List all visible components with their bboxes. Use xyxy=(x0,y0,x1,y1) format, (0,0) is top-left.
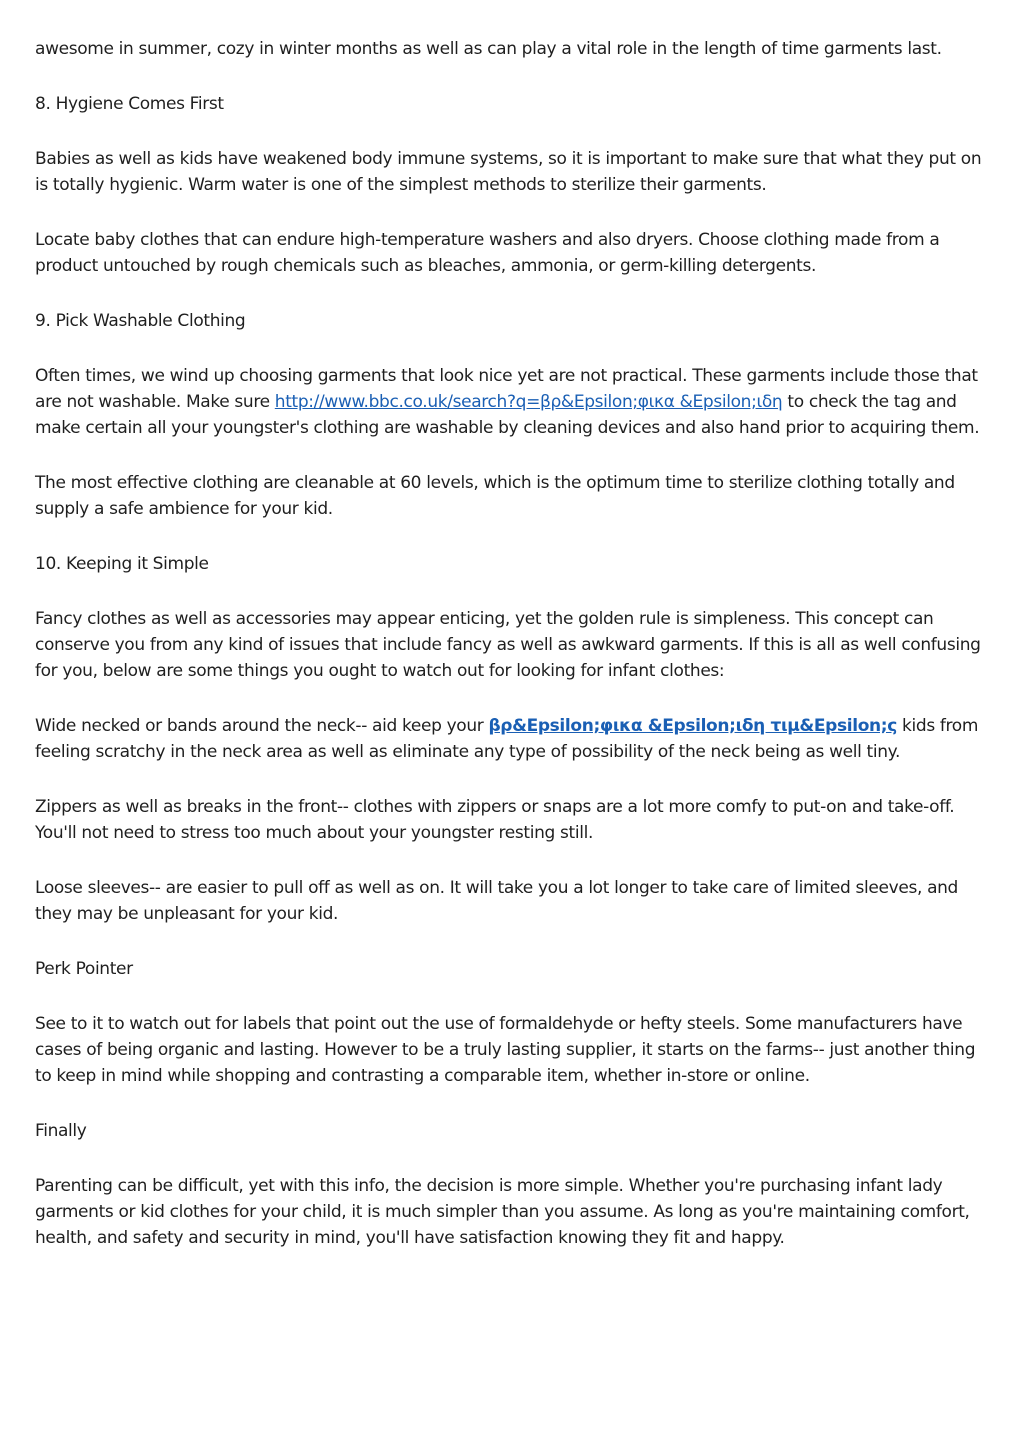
paragraph-wide-neck-text-end: kids from feeling scratchy in the neck area as well as eliminate any type of possibility of the neck being as well tiny. xyxy=(35,716,979,762)
paragraph-wide-neck xyxy=(35,713,995,765)
paragraph-immune: Babies as well as kids have weakened body immune systems, so it is important to make sure that what they put on is totally hygienic. Warm water is one of the simplest methods to sterilize their garments. xyxy=(35,149,982,195)
paragraph-practical-text-end: to check the tag and make certain all your youngster's clothing are washable by cleaning devices and also hand prior to acquiring them. xyxy=(35,392,980,438)
paragraph-practical xyxy=(35,363,995,441)
paragraph-high-temperature: Locate baby clothes that can endure high-temperature washers and also dryers. Choose clothing made from a product untouched by rough chemicals such as bleaches, ammonia, or germ-killing detergents. xyxy=(35,230,940,276)
paragraph-intro: awesome in summer, cozy in winter months as well as can play a vital role in the length of time garments last. xyxy=(35,39,942,59)
paragraph-zippers: Zippers as well as breaks in the front-- clothes with zippers or snaps are a lot more comfy to put-on and take-off. You'll not need to stress too much about your youngster resting still. xyxy=(35,797,955,843)
paragraph-parenting: Parenting can be difficult, yet with this info, the decision is more simple. Whether you're purchasing infant lady garments or kid clothes for your child, it is much simpler than you assume. As long as you're maintaining comfort, health, and safety and security in mind, you'll have satisfaction knowing they fit and happy. xyxy=(35,1176,970,1248)
paragraph-practical-text-start: Often times, we wind up choosing garments that look nice yet are not practical. These garments include those that are not washable. Make sure xyxy=(35,366,978,412)
document-page xyxy=(35,36,995,1280)
paragraph-loose-sleeves: Loose sleeves-- are easier to pull off as well as on. It will take you a lot longer to take care of limited sleeves, and they may be unpleasant for your kid. xyxy=(35,878,959,924)
paragraph-60-levels: The most effective clothing are cleanable at 60 levels, which is the optimum time to sterilize clothing totally and supply a safe ambience for your kid. xyxy=(35,473,955,519)
greek-keyword-link[interactable]: βρ&Epsilon;φικα &Epsilon;ιδη τιμ&Epsilon;ς xyxy=(488,716,897,736)
paragraph-labels: See to it to watch out for labels that point out the use of formaldehyde or hefty steels. Some manufacturers have cases of being organic and lasting. However to be a truly lasting supplier, it starts on the farms-- just another thing to keep in mind while shopping and contrasting a comparable item, whether in-store or online. xyxy=(35,1014,976,1086)
heading-perk-pointer: Perk Pointer xyxy=(35,959,133,979)
paragraph-wide-neck-text-start: Wide necked or bands around the neck-- aid keep your xyxy=(35,716,489,736)
paragraph-fancy-clothes: Fancy clothes as well as accessories may appear enticing, yet the golden rule is simpleness. This concept can conserve you from any kind of issues that include fancy as well as awkward garments. If this is all as well confusing for you, below are some things you ought to watch out for looking for infant clothes: xyxy=(35,609,981,681)
bbc-search-link[interactable]: http://www.bbc.co.uk/search?q=βρ&Epsilon;φικα &Epsilon;ιδη xyxy=(274,392,783,412)
heading-washable: 9. Pick Washable Clothing xyxy=(35,311,246,331)
heading-hygiene: 8. Hygiene Comes First xyxy=(35,94,224,114)
heading-finally: Finally xyxy=(35,1121,87,1141)
heading-simple: 10. Keeping it Simple xyxy=(35,554,209,574)
